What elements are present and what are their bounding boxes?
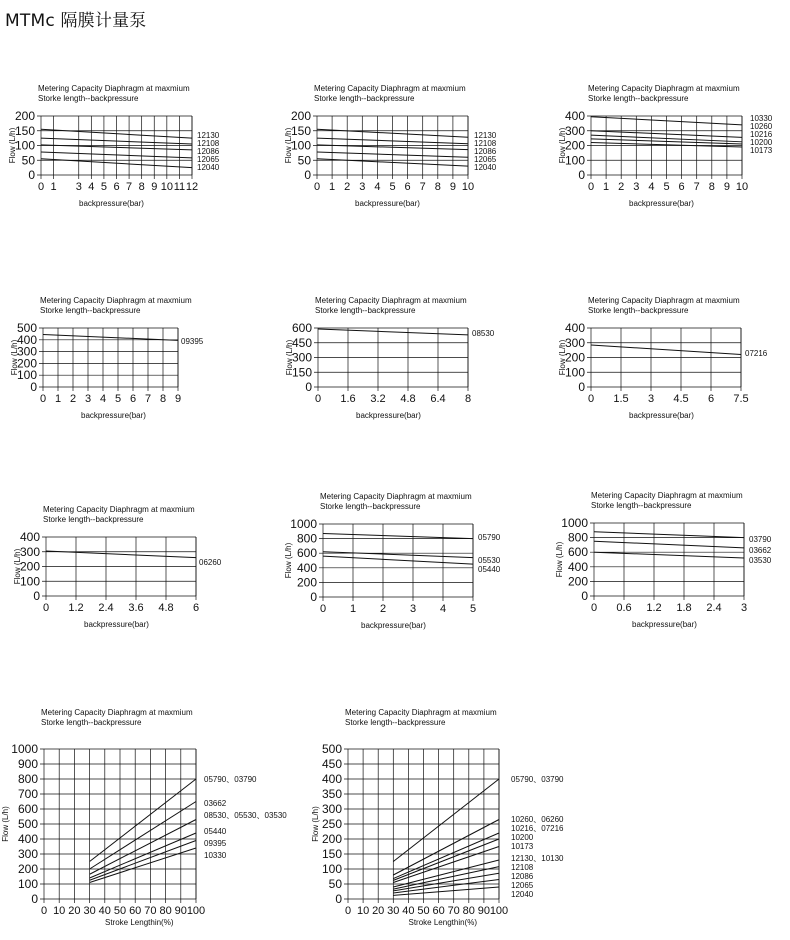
y-axis-label: Flow (L/h): [558, 127, 567, 164]
series-line-03790: [594, 532, 744, 538]
series-line-05440: [90, 833, 196, 878]
series-line-05790: [323, 533, 473, 538]
x-tick-label: 3: [359, 181, 366, 193]
y-tick-label: 150: [14, 123, 35, 138]
x-tick-label: 0: [39, 393, 47, 405]
x-tick-label: 0: [590, 602, 598, 614]
x-tick-label: 20: [68, 905, 81, 917]
x-tick-label: 4: [99, 393, 107, 405]
chart-title-line: Metering Capacity Diaphragm at maxmium: [43, 505, 195, 514]
x-tick-label: 9: [151, 181, 158, 193]
series-line-10330: [90, 848, 196, 883]
x-tick-label: 70: [144, 905, 157, 917]
y-tick-label: 0: [310, 590, 317, 604]
x-tick-label: 0.6: [616, 602, 632, 614]
y-tick-label: 0: [31, 892, 38, 906]
chart-c4: [10, 296, 204, 420]
y-axis-label: Flow (L/h): [10, 339, 19, 376]
chart-title-line: Metering Capacity Diaphragm at maxmium: [588, 296, 740, 305]
series-line-05530: [323, 552, 473, 558]
y-tick-label: 450: [321, 757, 342, 771]
series-label: 10330: [204, 851, 227, 860]
x-tick-label: 90: [477, 905, 491, 917]
y-tick-label: 200: [567, 574, 588, 589]
x-tick-label: 100: [489, 905, 509, 917]
x-tick-label: 50: [113, 905, 127, 917]
series-line-05790、03790: [90, 779, 196, 862]
y-axis-label: Flow (L/h): [558, 339, 567, 376]
chart-title-line: Storke length--backpressure: [320, 502, 421, 511]
x-tick-label: 4: [88, 181, 95, 193]
x-tick-label: 5: [469, 603, 477, 615]
y-tick-label: 300: [321, 802, 342, 816]
y-tick-label: 1000: [11, 742, 38, 756]
y-tick-label: 500: [321, 742, 342, 756]
y-tick-label: 100: [564, 365, 585, 380]
x-tick-label: 9: [174, 393, 182, 405]
y-tick-label: 400: [564, 321, 585, 335]
y-tick-label: 600: [296, 546, 317, 561]
series-label: 05790、03790: [204, 775, 257, 784]
series-label: 10216、07216: [511, 824, 564, 833]
series-label: 09395: [181, 337, 204, 346]
y-tick-label: 0: [581, 589, 588, 603]
x-tick-label: 4: [648, 181, 655, 193]
x-tick-label: 3.6: [128, 602, 144, 614]
y-axis-label: Flow (L/h): [311, 806, 320, 842]
x-tick-label: 60: [432, 905, 445, 917]
series-line-05440: [323, 556, 473, 564]
x-axis-label: backpressure(bar): [629, 199, 694, 208]
x-tick-label: 4.8: [400, 393, 416, 405]
x-tick-label: 40: [98, 905, 111, 917]
y-tick-label: 100: [14, 138, 35, 153]
x-axis-label: backpressure(bar): [356, 411, 421, 420]
y-tick-label: 250: [321, 817, 342, 831]
y-axis-label: Flow (L/h): [284, 542, 293, 579]
series-label: 05790: [478, 533, 501, 542]
x-tick-label: 5: [389, 181, 396, 193]
series-label: 12040: [197, 163, 220, 172]
x-tick-label: 3: [647, 393, 655, 405]
chart-title-line: Metering Capacity Diaphragm at maxmium: [40, 296, 192, 305]
page-title: MTMc 隔膜计量泵: [5, 11, 147, 31]
chart-title-line: Metering Capacity Diaphragm at maxmium: [315, 296, 467, 305]
x-tick-label: 2.4: [98, 602, 114, 614]
x-tick-label: 5: [100, 181, 107, 193]
y-tick-label: 150: [290, 123, 311, 138]
y-tick-label: 200: [296, 575, 317, 590]
x-tick-label: 8: [159, 393, 167, 405]
y-tick-label: 0: [335, 892, 342, 906]
x-tick-label: 10: [461, 181, 475, 193]
x-tick-label: 1: [54, 393, 62, 405]
chart-title-line: Metering Capacity Diaphragm at maxmium: [41, 708, 193, 717]
x-tick-label: 3: [409, 603, 417, 615]
chart-c2: [284, 84, 497, 208]
series-label: 12086: [474, 147, 497, 156]
chart-title-line: Storke length--backpressure: [345, 718, 446, 727]
y-tick-label: 0: [578, 168, 585, 182]
chart-title-line: Storke length--backpressure: [591, 501, 692, 510]
x-tick-label: 8: [434, 181, 441, 193]
chart-c11: [311, 708, 564, 927]
x-tick-label: 6: [113, 181, 120, 193]
series-label: 09395: [204, 839, 227, 848]
y-tick-label: 200: [17, 862, 38, 876]
series-label: 05790、03790: [511, 775, 564, 784]
series-line-07216: [591, 345, 741, 355]
x-axis-label: backpressure(bar): [79, 199, 144, 208]
y-tick-label: 200: [564, 350, 585, 365]
x-tick-label: 11: [173, 181, 186, 193]
y-tick-label: 0: [33, 589, 40, 603]
y-tick-label: 1000: [561, 516, 588, 530]
y-tick-label: 800: [567, 530, 588, 545]
x-tick-label: 60: [129, 905, 142, 917]
x-tick-label: 0: [587, 393, 595, 405]
x-tick-label: 1: [349, 603, 357, 615]
x-tick-label: 6: [404, 181, 411, 193]
series-label: 12040: [474, 163, 497, 172]
x-tick-label: 1.2: [646, 602, 662, 614]
series-label: 08530: [472, 329, 495, 338]
chart-c7: [13, 505, 222, 629]
y-axis-label: Flow (L/h): [8, 127, 17, 164]
x-tick-label: 5: [663, 181, 670, 193]
y-tick-label: 200: [16, 356, 37, 371]
chart-c1: [8, 84, 220, 208]
x-tick-label: 10: [356, 905, 370, 917]
x-tick-label: 2.4: [706, 602, 722, 614]
series-label: 03790: [749, 535, 772, 544]
chart-title-line: Storke length--backpressure: [38, 94, 139, 103]
y-tick-label: 300: [17, 847, 38, 861]
y-tick-label: 450: [291, 335, 312, 350]
x-tick-label: 3: [75, 181, 82, 193]
chart-title-line: Storke length--backpressure: [40, 306, 141, 315]
chart-title-line: Metering Capacity Diaphragm at maxmium: [314, 84, 466, 93]
chart-title-line: Storke length--backpressure: [314, 94, 415, 103]
x-axis-label: Stroke Lengthin(%): [408, 918, 477, 927]
chart-title-line: Storke length--backpressure: [588, 306, 689, 315]
y-tick-label: 400: [19, 530, 40, 544]
x-tick-label: 0: [344, 905, 352, 917]
y-tick-label: 300: [564, 335, 585, 350]
x-tick-label: 2: [344, 181, 351, 193]
x-tick-label: 6: [192, 602, 200, 614]
series-label: 10260: [750, 122, 773, 131]
x-tick-label: 0: [313, 181, 321, 193]
x-tick-label: 4: [439, 603, 447, 615]
series-label: 12108: [197, 139, 220, 148]
series-line-08530: [318, 329, 468, 335]
x-tick-label: 50: [417, 905, 430, 917]
chart-title-line: Metering Capacity Diaphragm at maxmium: [591, 491, 743, 500]
x-tick-label: 0: [37, 181, 45, 193]
x-tick-label: 2: [69, 393, 77, 405]
x-axis-label: backpressure(bar): [81, 411, 146, 420]
y-tick-label: 100: [564, 153, 585, 168]
y-tick-label: 400: [296, 560, 317, 575]
series-label: 10330: [750, 114, 773, 123]
y-tick-label: 800: [296, 531, 317, 546]
y-tick-label: 0: [305, 380, 312, 394]
x-tick-label: 4.5: [673, 393, 689, 405]
x-tick-label: 80: [159, 905, 172, 917]
series-line-03662: [90, 802, 196, 870]
series-label: 03530: [749, 556, 772, 565]
y-tick-label: 1000: [290, 517, 317, 531]
series-label: 10216: [750, 130, 773, 139]
chart-c9: [555, 491, 772, 629]
y-tick-label: 100: [16, 368, 37, 383]
y-tick-label: 600: [291, 321, 312, 335]
x-tick-label: 8: [464, 393, 472, 405]
series-label: 10260、06260: [511, 815, 564, 824]
x-tick-label: 5: [114, 393, 122, 405]
y-tick-label: 0: [30, 380, 37, 394]
y-tick-label: 100: [290, 138, 311, 153]
series-label: 10173: [750, 146, 773, 155]
series-label: 12065: [197, 155, 220, 164]
x-tick-label: 3: [84, 393, 92, 405]
y-tick-label: 0: [28, 168, 35, 182]
y-tick-label: 50: [297, 153, 311, 168]
x-tick-label: 7: [144, 393, 152, 405]
x-tick-label: 7: [693, 181, 700, 193]
x-tick-label: 0: [314, 393, 322, 405]
y-tick-label: 400: [16, 332, 37, 347]
y-tick-label: 300: [16, 344, 37, 359]
x-axis-label: backpressure(bar): [84, 620, 149, 629]
y-tick-label: 300: [19, 544, 40, 559]
x-tick-label: 3: [740, 602, 748, 614]
chart-title-line: Storke length--backpressure: [315, 306, 416, 315]
chart-c5: [285, 296, 495, 420]
series-label: 12086: [197, 147, 220, 156]
x-tick-label: 10: [160, 181, 173, 193]
series-line-10200: [393, 839, 499, 880]
chart-title-line: Storke length--backpressure: [588, 94, 689, 103]
x-axis-label: backpressure(bar): [632, 620, 697, 629]
x-tick-label: 1.6: [340, 393, 356, 405]
y-tick-label: 700: [17, 787, 38, 801]
series-line-12108: [393, 867, 499, 890]
x-tick-label: 9: [723, 181, 730, 193]
x-tick-label: 8: [138, 181, 145, 193]
x-tick-label: 100: [186, 905, 206, 917]
y-tick-label: 350: [321, 787, 342, 801]
series-label: 05440: [478, 565, 501, 574]
x-tick-label: 10: [53, 905, 66, 917]
y-tick-label: 100: [17, 877, 38, 891]
x-tick-label: 0: [587, 181, 595, 193]
series-label: 07216: [745, 349, 768, 358]
x-tick-label: 1.5: [613, 393, 629, 405]
y-tick-label: 0: [304, 168, 311, 182]
y-tick-label: 400: [321, 772, 342, 786]
x-tick-label: 6: [129, 393, 137, 405]
x-tick-label: 20: [372, 905, 385, 917]
x-tick-label: 2: [618, 181, 625, 193]
y-tick-label: 50: [328, 877, 342, 891]
x-tick-label: 1: [50, 181, 57, 193]
x-tick-label: 0: [319, 603, 327, 615]
y-axis-label: Flow (L/h): [284, 127, 293, 164]
x-tick-label: 8: [708, 181, 715, 193]
x-tick-label: 30: [83, 905, 96, 917]
x-tick-label: 40: [402, 905, 415, 917]
y-tick-label: 0: [578, 380, 585, 394]
chart-c10: [1, 708, 287, 927]
y-tick-label: 300: [564, 123, 585, 138]
y-tick-label: 100: [19, 574, 40, 589]
chart-c8: [284, 492, 501, 630]
series-label: 06260: [199, 558, 222, 567]
x-tick-label: 7: [126, 181, 133, 193]
x-tick-label: 30: [387, 905, 400, 917]
y-tick-label: 100: [321, 862, 342, 876]
series-label: 12086: [511, 872, 534, 881]
y-tick-label: 900: [17, 757, 38, 771]
series-line-03530: [594, 552, 744, 558]
chart-title-line: Storke length--backpressure: [43, 515, 144, 524]
series-label: 10173: [511, 842, 534, 851]
series-label: 10200: [750, 138, 773, 147]
y-tick-label: 50: [21, 153, 35, 168]
series-label: 10200: [511, 833, 534, 842]
x-tick-label: 1: [603, 181, 610, 193]
x-tick-label: 3.2: [370, 393, 386, 405]
y-tick-label: 800: [17, 772, 38, 786]
x-tick-label: 3: [633, 181, 640, 193]
chart-title-line: Storke length--backpressure: [41, 718, 142, 727]
series-label: 12040: [511, 890, 534, 899]
x-axis-label: backpressure(bar): [629, 411, 694, 420]
series-line-05790、03790: [393, 779, 499, 862]
y-tick-label: 600: [17, 802, 38, 816]
chart-title-line: Metering Capacity Diaphragm at maxmium: [320, 492, 472, 501]
x-axis-label: Stroke Lengthin(%): [105, 918, 174, 927]
x-axis-label: backpressure(bar): [355, 199, 420, 208]
chart-title-line: Metering Capacity Diaphragm at maxmium: [345, 708, 497, 717]
chart-title-line: Metering Capacity Diaphragm at maxmium: [588, 84, 740, 93]
x-tick-label: 6: [678, 181, 685, 193]
x-tick-label: 0: [40, 905, 48, 917]
y-tick-label: 400: [17, 832, 38, 846]
x-tick-label: 4: [374, 181, 381, 193]
y-tick-label: 400: [564, 109, 585, 123]
series-label: 05440: [204, 827, 227, 836]
x-tick-label: 2: [379, 603, 387, 615]
y-axis-label: Flow (L/h): [1, 806, 10, 842]
x-tick-label: 7: [419, 181, 426, 193]
y-tick-label: 200: [14, 109, 35, 123]
x-tick-label: 6: [707, 393, 715, 405]
series-line-10216、07216: [393, 833, 499, 879]
series-label: 08530、05530、03530: [204, 811, 287, 820]
x-tick-label: 0: [42, 602, 50, 614]
x-tick-label: 12: [185, 181, 199, 193]
series-label: 12108: [511, 863, 534, 872]
y-axis-label: Flow (L/h): [285, 339, 294, 376]
y-tick-label: 200: [564, 138, 585, 153]
x-tick-label: 1.8: [676, 602, 692, 614]
x-axis-label: backpressure(bar): [361, 621, 426, 630]
y-tick-label: 150: [291, 365, 312, 380]
x-tick-label: 7.5: [733, 393, 749, 405]
x-tick-label: 1.2: [68, 602, 84, 614]
series-label: 12130、10130: [511, 854, 564, 863]
y-tick-label: 200: [321, 832, 342, 846]
series-label: 05530: [478, 556, 501, 565]
y-tick-label: 400: [567, 559, 588, 574]
x-tick-label: 4.8: [158, 602, 174, 614]
y-tick-label: 200: [19, 559, 40, 574]
series-label: 03662: [749, 546, 772, 555]
series-line-03662: [594, 541, 744, 548]
x-tick-label: 6.4: [430, 393, 446, 405]
y-axis-label: Flow (L/h): [555, 541, 564, 578]
chart-c6: [558, 296, 768, 420]
x-tick-label: 10: [735, 181, 749, 193]
y-tick-label: 300: [291, 350, 312, 365]
series-label: 12065: [511, 881, 534, 890]
x-tick-label: 70: [447, 905, 460, 917]
chart-title-line: Metering Capacity Diaphragm at maxmium: [38, 84, 190, 93]
series-label: 12130: [474, 131, 497, 140]
x-tick-label: 9: [449, 181, 456, 193]
x-tick-label: 1: [329, 181, 336, 193]
series-label: 03662: [204, 799, 227, 808]
y-axis-label: Flow (L/h): [13, 548, 22, 585]
series-label: 12065: [474, 155, 497, 164]
series-label: 12130: [197, 131, 220, 140]
y-tick-label: 500: [16, 321, 37, 335]
x-tick-label: 80: [462, 905, 475, 917]
series-label: 12108: [474, 139, 497, 148]
y-tick-label: 500: [17, 817, 38, 831]
y-tick-label: 200: [290, 109, 311, 123]
series-line-10260、06260: [393, 820, 499, 876]
y-tick-label: 150: [321, 847, 342, 861]
y-tick-label: 600: [567, 545, 588, 560]
x-tick-label: 90: [174, 905, 187, 917]
chart-c3: [558, 84, 773, 208]
